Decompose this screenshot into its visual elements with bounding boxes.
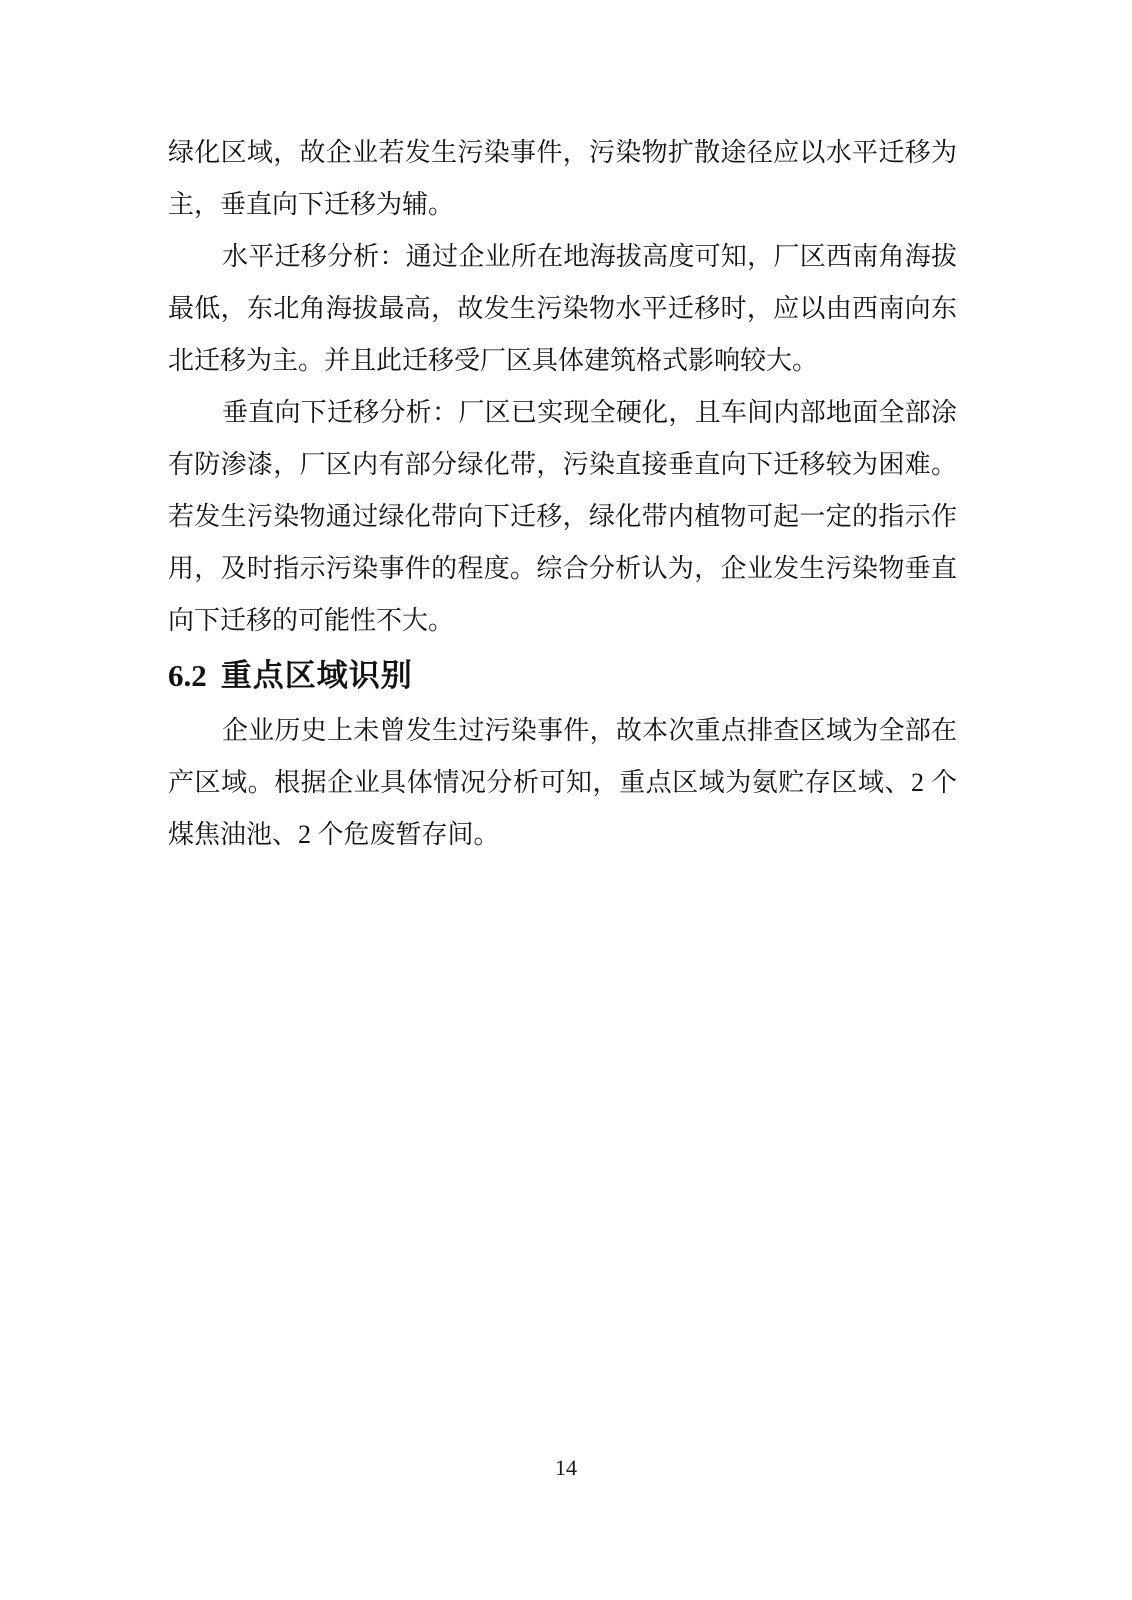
text-line: 有防渗漆，厂区内有部分绿化带，污染直接垂直向下迁移较为困难。 (168, 450, 957, 479)
paragraph-horizontal-migration-analysis (168, 231, 957, 387)
section-heading-6-2 (168, 653, 957, 699)
text-line: 垂直向下迁移分析：厂区已实现全硬化，且车间内部地面全部涂 (222, 398, 957, 427)
text-line: 绿化区域，故企业若发生污染事件，污染物扩散途径应以水平迁移为 (168, 138, 957, 167)
text-line: 产区域。根据企业具体情况分析可知，重点区域为氨贮存区域、2 个 (168, 768, 957, 797)
text-line: 用，及时指示污染事件的程度。综合分析认为，企业发生污染物垂直 (168, 554, 957, 583)
text-line: 北迁移为主。并且此迁移受厂区具体建筑格式影响较大。 (168, 346, 819, 375)
paragraph-vertical-migration-analysis (168, 387, 957, 647)
page-body-text (168, 127, 957, 861)
page-number: 14 (555, 1455, 577, 1480)
text-line: 煤焦油池、2 个危废暂存间。 (168, 820, 500, 849)
text-line: 若发生污染物通过绿化带向下迁移，绿化带内植物可起一定的指示作 (168, 502, 957, 531)
text-line: 最低，东北角海拔最高，故发生污染物水平迁移时，应以由西南向东 (168, 294, 957, 323)
text-line: 水平迁移分析：通过企业所在地海拔高度可知，厂区西南角海拔 (222, 242, 957, 271)
paragraph-migration-summary (168, 127, 957, 231)
section-number: 6.2 (168, 658, 207, 693)
text-line: 向下迁移的可能性不大。 (168, 606, 455, 635)
section-title: 重点区域识别 (220, 658, 413, 693)
paragraph-key-area-identification (168, 705, 957, 861)
text-line: 企业历史上未曾发生过污染事件，故本次重点排查区域为全部在 (222, 716, 957, 745)
text-line: 主，垂直向下迁移为辅。 (168, 190, 455, 219)
